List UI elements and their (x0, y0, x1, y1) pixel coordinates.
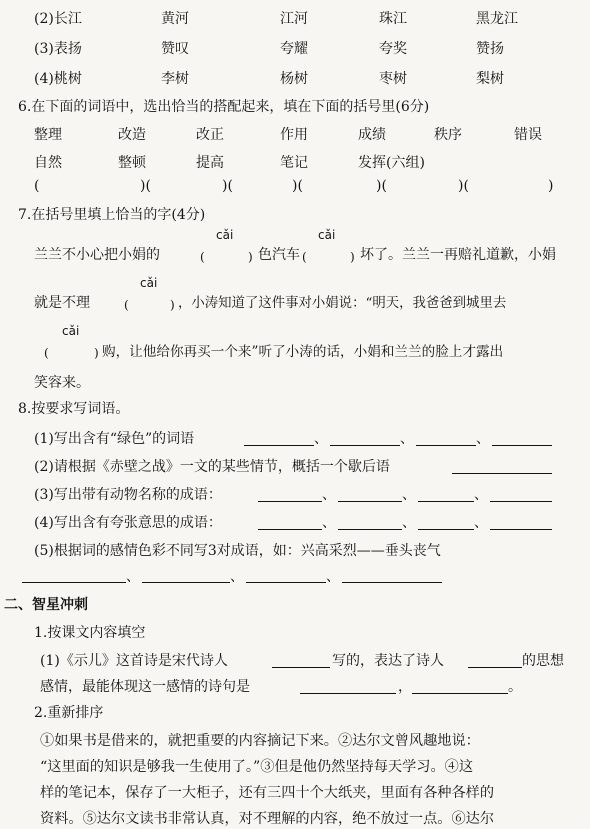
q7-line-4: 笑容来。 (34, 375, 90, 391)
q5-word: 枣树 (379, 71, 407, 87)
separator: 、 (474, 487, 488, 503)
s2-q1-line-2a: 感情，最能体现这一感情的诗句是 (40, 679, 250, 695)
q5-word: 赞扬 (476, 41, 504, 57)
pinyin-cai: cǎi (318, 228, 336, 242)
q7-title: 7.在括号里填上恰当的字(4分) (18, 207, 206, 223)
separator: 、 (322, 487, 336, 503)
answer-blank[interactable] (246, 582, 326, 583)
answer-paren-close[interactable]: ) (248, 250, 253, 264)
comma: ， (398, 679, 412, 695)
q6-answer-brackets (34, 178, 574, 198)
q6-word: 改造 (118, 127, 146, 143)
q8-item-3: (3)写出带有动物名称的成语： (34, 487, 222, 503)
answer-bracket[interactable]: )( (140, 178, 151, 194)
q5-word: 江河 (280, 11, 308, 27)
answer-blank[interactable] (490, 529, 552, 530)
q5-word: 梨树 (476, 71, 504, 87)
q5-row-3 (34, 68, 574, 88)
answer-blank[interactable] (338, 501, 402, 502)
q6-word: 作用 (280, 127, 308, 143)
answer-paren-open[interactable]: ( (302, 250, 307, 264)
q6-word: 整理 (34, 127, 62, 143)
q5-word: 夸奖 (379, 41, 407, 57)
answer-bracket[interactable]: ) (548, 178, 554, 194)
answer-paren-open[interactable]: ( (124, 298, 129, 312)
answer-paren-close[interactable]: ) (94, 346, 99, 360)
s2-q1-line-1a: (1)《示儿》这首诗是宋代诗人 (40, 653, 228, 669)
s2-q2-line: 样的笔记本，保存了一大柜子，还有三四十个大纸夹，里面有各种各样的 (40, 785, 495, 801)
q5-word: 赞叹 (161, 41, 189, 57)
s2-q1-line-1b: 写的，表达了诗人 (332, 653, 444, 669)
separator: 、 (314, 431, 328, 447)
q6-word: 发挥(六组) (358, 155, 425, 171)
answer-paren-open[interactable]: ( (200, 250, 205, 264)
q5-word: 杨树 (280, 71, 308, 87)
q6-word: 秩序 (434, 127, 462, 143)
answer-blank[interactable] (490, 501, 552, 502)
answer-bracket[interactable]: )( (376, 178, 387, 194)
q6-word: 改正 (196, 127, 224, 143)
separator: 、 (326, 569, 340, 585)
q6-word: 整顿 (118, 155, 146, 171)
s2-q2-line: “这里面的知识是够我一生使用了。”③但是他仍然坚持每天学习。④这 (40, 759, 474, 775)
s2-q2-title: 2.重新排序 (34, 705, 104, 721)
section-heading: 二、智星冲刺 (4, 597, 88, 613)
separator: 、 (230, 569, 244, 585)
q6-title: 6.在下面的词语中，选出恰当的搭配起来，填在下面的括号里(6分) (18, 99, 430, 115)
q8-item-2: (2)请根据《赤壁之战》一文的某些情节，概括一个歇后语 (34, 459, 390, 475)
answer-blank[interactable] (258, 501, 322, 502)
q5-row-1 (34, 8, 574, 28)
answer-blank[interactable] (272, 667, 330, 668)
q8-item-4: (4)写出含有夸张意思的成语： (34, 515, 222, 531)
answer-blank[interactable] (330, 445, 400, 446)
q6-word: 提高 (196, 155, 224, 171)
answer-blank[interactable] (452, 473, 552, 474)
s2-q1-line-1c: 的思想 (522, 653, 564, 669)
q5-word: 夸耀 (280, 41, 308, 57)
separator: 、 (402, 487, 416, 503)
q6-words-row-2 (34, 152, 574, 172)
q7-line-1b: 色汽车 (258, 247, 300, 263)
answer-paren-close[interactable]: ) (170, 298, 175, 312)
s2-q1-title: 1.按课文内容填空 (34, 625, 146, 641)
q6-word: 错误 (514, 127, 542, 143)
q7-line-1c: 坏了。兰兰一再赔礼道歉，小娟 (360, 247, 556, 263)
answer-paren-close[interactable]: ) (350, 250, 355, 264)
pinyin-cai: cǎi (62, 324, 80, 338)
q5-word: (4)桃树 (34, 71, 82, 87)
answer-bracket[interactable]: )( (458, 178, 469, 194)
q6-word: 笔记 (280, 155, 308, 171)
q8-title: 8.按要求写词语。 (18, 401, 130, 417)
s2-q2-line: ①如果书是借来的，就把重要的内容摘记下来。②达尔文曾风趣地说： (40, 733, 480, 749)
answer-blank[interactable] (412, 693, 508, 694)
separator: 、 (402, 515, 416, 531)
answer-blank[interactable] (22, 582, 126, 583)
q7-line-2b: ，小涛知道了这件事对小娟说：“明天，我爸爸到城里去 (178, 296, 507, 311)
q6-word: 自然 (34, 155, 62, 171)
answer-blank[interactable] (492, 445, 552, 446)
answer-bracket[interactable]: ( (34, 178, 40, 194)
q8-item-5: (5)根据词的感情色彩不同写3对成语，如：兴高采烈——垂头丧气 (34, 543, 441, 559)
q5-word: 黑龙江 (476, 11, 518, 27)
separator: 、 (474, 515, 488, 531)
q5-word: (2)长江 (34, 11, 82, 27)
answer-blank[interactable] (468, 667, 522, 668)
answer-blank[interactable] (338, 529, 402, 530)
s2-q2-line: 资料。⑤达尔文读书非常认真，对不理解的内容，绝不放过一点。⑥达尔 (40, 811, 495, 827)
pinyin-cai: cǎi (140, 276, 158, 290)
q7-line-1a: 兰兰不小心把小娟的 (34, 247, 160, 263)
separator: 、 (476, 431, 490, 447)
q5-word: (3)表扬 (34, 41, 82, 57)
answer-blank[interactable] (418, 529, 474, 530)
q7-line-2a: 就是不理 (34, 295, 90, 311)
answer-paren-open[interactable]: ( (44, 346, 49, 360)
q7-line-3: 购，让他给你再买一个来”听了小涛的话，小娟和兰兰的脸上才露出 (102, 344, 504, 360)
q5-word: 黄河 (161, 11, 189, 27)
separator: 、 (322, 515, 336, 531)
separator: 、 (126, 569, 140, 585)
answer-blank[interactable] (300, 693, 396, 694)
q5-word: 珠江 (379, 11, 407, 27)
period: 。 (508, 679, 522, 695)
answer-blank[interactable] (418, 501, 474, 502)
q6-words-row-1 (34, 124, 574, 144)
answer-blank[interactable] (258, 529, 322, 530)
pinyin-cai: cǎi (216, 228, 234, 242)
answer-blank[interactable] (142, 582, 230, 583)
answer-blank[interactable] (342, 582, 442, 583)
q5-row-2 (34, 38, 574, 58)
answer-blank[interactable] (416, 445, 476, 446)
answer-bracket[interactable]: )( (292, 178, 303, 194)
q6-word: 成绩 (358, 127, 386, 143)
separator: 、 (400, 431, 414, 447)
q5-word: 李树 (161, 71, 189, 87)
q8-item-1: (1)写出含有“绿色”的词语 (34, 431, 195, 447)
answer-blank[interactable] (244, 445, 314, 446)
answer-bracket[interactable]: )( (222, 178, 233, 194)
